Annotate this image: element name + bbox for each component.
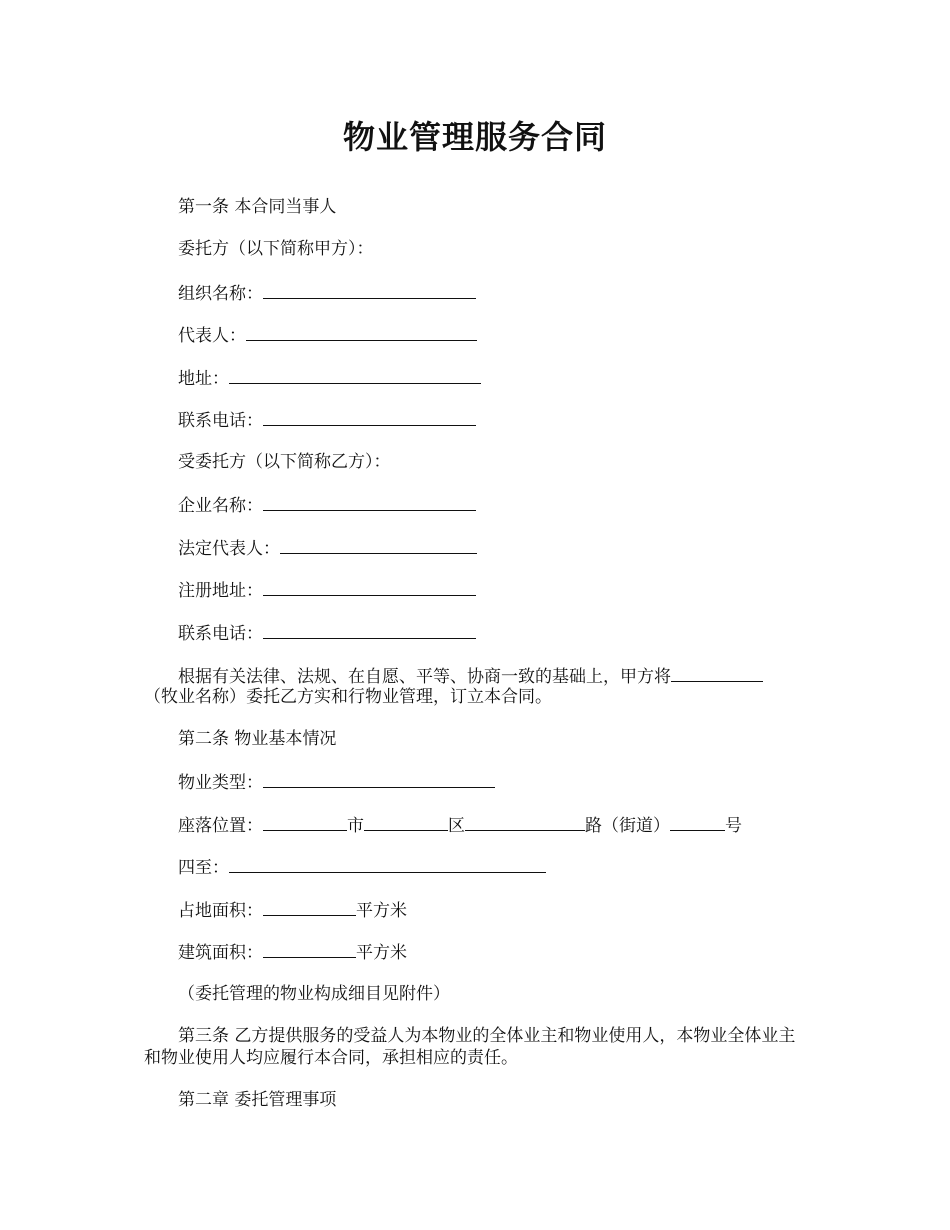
location-row bbox=[178, 813, 742, 837]
representative-row bbox=[178, 323, 477, 347]
company-name-row bbox=[178, 493, 476, 517]
representative-blank bbox=[246, 323, 477, 341]
boundaries-row bbox=[178, 855, 546, 879]
building-area-blank bbox=[263, 940, 356, 958]
property-type-label: 物业类型： bbox=[178, 773, 263, 793]
representative-label: 代表人： bbox=[178, 326, 246, 346]
party-b-heading: 受委托方（以下简称乙方）： bbox=[178, 452, 391, 472]
phone-a-blank bbox=[263, 408, 476, 426]
company-name-label: 企业名称： bbox=[178, 496, 263, 516]
reg-address-blank bbox=[263, 578, 476, 596]
attachment-note: （委托管理的物业构成细目见附件） bbox=[178, 984, 450, 1004]
org-name-label: 组织名称： bbox=[178, 284, 263, 304]
location-label: 座落位置： bbox=[178, 816, 263, 836]
land-area-label: 占地面积： bbox=[178, 901, 263, 921]
legal-rep-label: 法定代表人： bbox=[178, 539, 280, 559]
city-blank bbox=[263, 813, 347, 831]
property-type-row bbox=[178, 770, 495, 794]
boundaries-label: 四至： bbox=[178, 858, 229, 878]
number-blank bbox=[670, 813, 725, 831]
legal-rep-blank bbox=[280, 536, 477, 554]
boundaries-blank bbox=[229, 855, 546, 873]
land-area-unit: 平方米 bbox=[356, 901, 407, 921]
legal-rep-row bbox=[178, 536, 477, 560]
location-road: 路（街道） bbox=[585, 816, 670, 836]
property-type-blank bbox=[263, 770, 495, 788]
intro-text: 根据有关法律、法规、在自愿、平等、协商一致的基础上，甲方将 bbox=[178, 667, 671, 687]
org-name-row bbox=[178, 281, 476, 305]
article-1-heading: 第一条 本合同当事人 bbox=[178, 197, 337, 217]
location-city: 市 bbox=[347, 816, 364, 836]
org-name-blank bbox=[263, 281, 476, 299]
chapter-2-heading: 第二章 委托管理事项 bbox=[178, 1090, 337, 1110]
intro-line-1 bbox=[178, 664, 763, 688]
property-name-blank bbox=[671, 664, 763, 682]
company-name-blank bbox=[263, 493, 476, 511]
address-label: 地址： bbox=[178, 369, 229, 389]
building-area-row bbox=[178, 940, 407, 964]
intro-line-2: （牧业名称）委托乙方实和行物业管理，订立本合同。 bbox=[144, 687, 552, 707]
address-row bbox=[178, 366, 481, 390]
phone-b-blank bbox=[263, 621, 476, 639]
reg-address-row bbox=[178, 578, 476, 602]
address-blank bbox=[229, 366, 481, 384]
building-area-unit: 平方米 bbox=[356, 943, 407, 963]
phone-b-row bbox=[178, 621, 476, 645]
article-3-text: 第三条 乙方提供服务的受益人为本物业的全体业主和物业使用人，本物业全体业主和物业使用人均应履行本合同，承担相应的责任。 bbox=[144, 1026, 796, 1068]
phone-b-label: 联系电话： bbox=[178, 624, 263, 644]
phone-a-row bbox=[178, 408, 476, 432]
road-blank bbox=[465, 813, 585, 831]
location-district: 区 bbox=[448, 816, 465, 836]
phone-a-label: 联系电话： bbox=[178, 411, 263, 431]
building-area-label: 建筑面积： bbox=[178, 943, 263, 963]
document-title: 物业管理服务合同 bbox=[342, 118, 607, 156]
land-area-row bbox=[178, 898, 407, 922]
party-a-heading: 委托方（以下简称甲方）： bbox=[178, 239, 374, 259]
land-area-blank bbox=[263, 898, 356, 916]
reg-address-label: 注册地址： bbox=[178, 581, 263, 601]
article-2-heading: 第二条 物业基本情况 bbox=[178, 729, 337, 749]
district-blank bbox=[364, 813, 448, 831]
location-number: 号 bbox=[725, 816, 742, 836]
